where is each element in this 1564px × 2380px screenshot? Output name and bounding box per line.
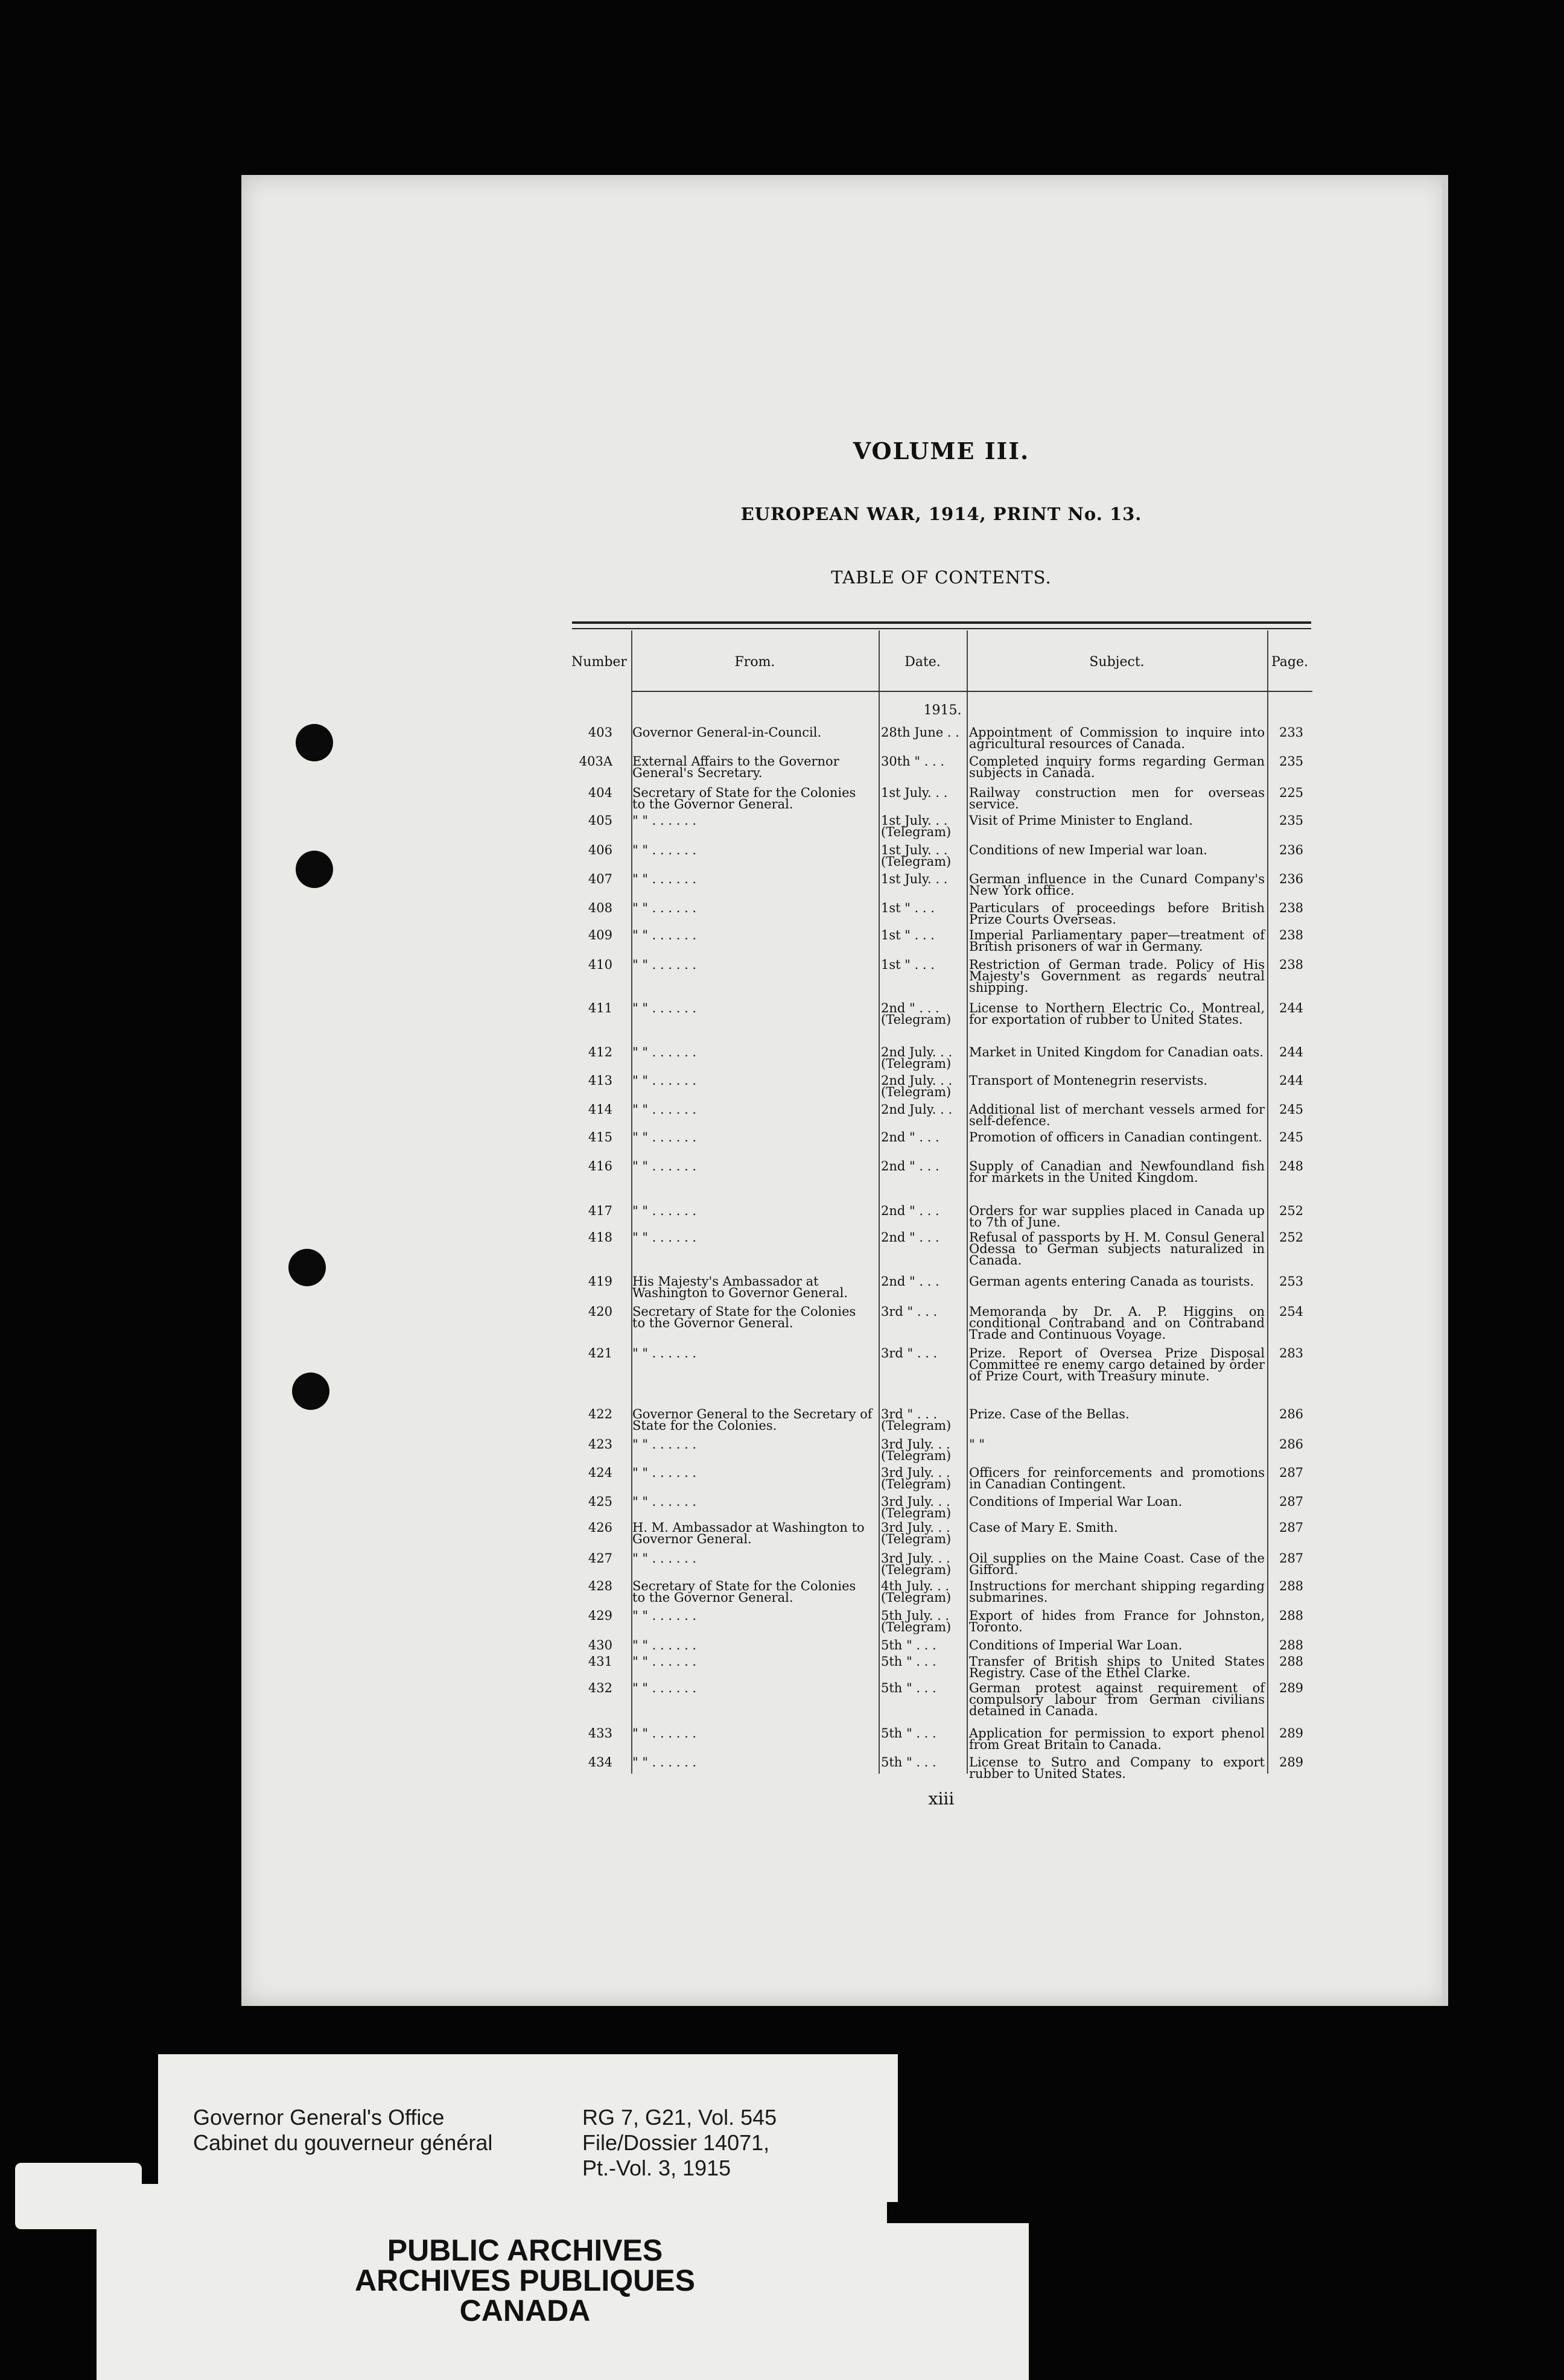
row-subject: " "	[969, 1437, 985, 1452]
row-number: 415	[588, 1130, 612, 1144]
row-page: 236	[1279, 872, 1304, 886]
row-subject: Instructions for merchant shipping regarding submarines.	[969, 1579, 1265, 1605]
row-page: 287	[1279, 1465, 1304, 1480]
row-subject: Market in United Kingdom for Canadian oats.	[969, 1045, 1264, 1059]
row-subject: Railway construction men for overseas service.	[969, 785, 1265, 811]
row-page: 252	[1279, 1204, 1304, 1218]
row-from: " " . . . . . .	[632, 1230, 697, 1245]
row-number: 406	[588, 843, 612, 857]
row-date: 5th " . . .	[881, 1755, 936, 1769]
row-subject: Additional list of merchant vessels armed for self-defence.	[969, 1102, 1265, 1128]
print-title: EUROPEAN WAR, 1914, PRINT No. 13.	[740, 504, 1142, 524]
row-number: 418	[588, 1230, 612, 1245]
row-from: " " . . . . . .	[632, 957, 697, 972]
archive-line-country: CANADA	[459, 2294, 591, 2328]
row-subject: Conditions of Imperial War Loan.	[969, 1494, 1183, 1509]
row-subject: Export of hides from France for Johnston, Toronto.	[969, 1608, 1265, 1634]
row-page: 235	[1279, 813, 1304, 828]
row-page: 236	[1279, 843, 1304, 857]
row-page: 288	[1279, 1638, 1304, 1652]
row-date: 3rd July. . . (Telegram)	[881, 1465, 952, 1491]
row-number: 403	[588, 725, 612, 740]
row-date: 3rd July. . . (Telegram)	[881, 1551, 952, 1577]
row-number: 429	[588, 1608, 612, 1623]
row-page: 286	[1279, 1407, 1304, 1421]
row-page: 225	[1279, 785, 1304, 800]
row-number: 417	[588, 1204, 612, 1218]
row-from: " " . . . . . .	[632, 1204, 697, 1218]
row-from: " " . . . . . .	[632, 901, 697, 915]
row-page: 286	[1279, 1437, 1304, 1452]
row-subject: Memoranda by Dr. A. P. Higgins on conditional Contraband and on Contraband Trade and Continuous Voyage.	[969, 1304, 1265, 1342]
row-number: 421	[588, 1346, 612, 1360]
row-from: " " . . . . . .	[632, 1551, 697, 1566]
row-subject: Promotion of officers in Canadian contingent.	[969, 1130, 1262, 1144]
row-date: 2nd " . . .	[881, 1230, 939, 1245]
row-date: 1st July. . .	[881, 785, 948, 800]
row-page: 253	[1279, 1274, 1304, 1289]
row-subject: Prize. Case of the Bellas.	[969, 1407, 1130, 1421]
row-number: 413	[588, 1073, 612, 1088]
row-number: 425	[588, 1494, 612, 1509]
row-number: 414	[588, 1102, 612, 1117]
row-subject: License to Sutro and Company to export rubber to United States.	[969, 1755, 1265, 1781]
toc-title: TABLE OF CONTENTS.	[831, 567, 1052, 588]
row-date: 2nd July. . . (Telegram)	[881, 1073, 953, 1099]
table-top-rule	[572, 621, 1311, 624]
row-page: 238	[1279, 957, 1304, 972]
row-subject: Prize. Report of Oversea Prize Disposal Committee re enemy cargo detained by order of Prize Court, with Treasury minute.	[969, 1346, 1265, 1383]
row-subject: Visit of Prime Minister to England.	[969, 813, 1193, 828]
row-from: " " . . . . . .	[632, 1465, 697, 1480]
row-from: Governor General to the Secretary of State for the Colonies.	[632, 1407, 873, 1433]
header-rule	[1267, 691, 1312, 692]
row-page: 289	[1279, 1681, 1304, 1695]
row-subject: Case of Mary E. Smith.	[969, 1520, 1118, 1535]
row-date: 5th " . . .	[881, 1726, 936, 1741]
row-number: 420	[588, 1304, 612, 1319]
row-from: " " . . . . . .	[632, 1346, 697, 1360]
row-page: 288	[1279, 1579, 1304, 1593]
row-number: 422	[588, 1407, 612, 1421]
row-number: 403A	[579, 754, 612, 769]
row-date: 1st July. . . (Telegram)	[881, 813, 952, 839]
row-subject: German agents entering Canada as tourists.	[969, 1274, 1254, 1289]
row-page: 238	[1279, 928, 1304, 942]
year-label: 1915.	[923, 703, 962, 718]
row-date: 3rd " . . .	[881, 1304, 938, 1319]
row-from: " " . . . . . .	[632, 843, 697, 857]
row-from: " " . . . . . .	[632, 1102, 697, 1117]
row-subject: Imperial Parliamentary paper—treatment of British prisoners of war in Germany.	[969, 928, 1265, 954]
row-from: " " . . . . . .	[632, 1726, 697, 1741]
row-date: 1st " . . .	[881, 928, 935, 942]
row-from: " " . . . . . .	[632, 1073, 697, 1088]
row-date: 4th July. . . (Telegram)	[881, 1579, 952, 1605]
row-subject: German influence in the Cunard Company's New York office.	[969, 872, 1265, 898]
row-subject: Transport of Montenegrin reservists.	[969, 1073, 1208, 1088]
row-date: 3rd July. . . (Telegram)	[881, 1494, 952, 1520]
row-number: 423	[588, 1437, 612, 1452]
row-page: 252	[1279, 1230, 1304, 1245]
row-subject: German protest against requirement of compulsory labour from German civilians detained in Canada.	[969, 1681, 1265, 1718]
row-from: " " . . . . . .	[632, 1638, 697, 1652]
row-from: Secretary of State for the Colonies to the Governor General.	[632, 1579, 856, 1605]
row-from: H. M. Ambassador at Washington to Governor General.	[632, 1520, 865, 1546]
row-number: 430	[588, 1638, 612, 1652]
punch-hole	[292, 1372, 329, 1410]
row-page: 287	[1279, 1494, 1304, 1509]
row-page: 254	[1279, 1304, 1304, 1319]
row-number: 410	[588, 957, 612, 972]
row-subject: Orders for war supplies placed in Canada up to 7th of June.	[969, 1204, 1265, 1230]
row-from: " " . . . . . .	[632, 1494, 697, 1509]
row-from: Governor General-in-Council.	[632, 725, 822, 740]
row-page: 248	[1279, 1159, 1304, 1173]
row-number: 434	[588, 1755, 612, 1769]
header-number: Number	[571, 655, 627, 670]
row-from: His Majesty's Ambassador at Washington to Governor General.	[632, 1274, 848, 1300]
row-date: 2nd July. . .	[881, 1102, 953, 1117]
punch-hole	[288, 1249, 326, 1286]
row-date: 2nd " . . . (Telegram)	[881, 1001, 952, 1027]
row-from: " " . . . . . .	[632, 1681, 697, 1695]
row-page: 287	[1279, 1551, 1304, 1566]
row-page: 238	[1279, 901, 1304, 915]
row-date: 3rd July. . . (Telegram)	[881, 1520, 952, 1546]
row-subject: Application for permission to export phenol from Great Britain to Canada.	[969, 1726, 1265, 1752]
header-from: From.	[734, 655, 775, 670]
row-number: 412	[588, 1045, 612, 1059]
row-date: 30th " . . .	[881, 754, 945, 769]
row-subject: Transfer of British ships to United States Registry. Case of the Ethel Clarke.	[969, 1654, 1265, 1680]
row-subject: Refusal of passports by H. M. Consul General Odessa to German subjects naturalized in Canada.	[969, 1230, 1265, 1268]
row-number: 426	[588, 1520, 612, 1535]
row-page: 288	[1279, 1654, 1304, 1669]
header-rule	[967, 691, 1267, 692]
row-date: 3rd July. . . (Telegram)	[881, 1437, 952, 1463]
row-page: 245	[1279, 1130, 1304, 1144]
row-date: 1st " . . .	[881, 901, 935, 915]
row-date: 1st July. . . (Telegram)	[881, 843, 952, 869]
reference-line-1: RG 7, G21, Vol. 545	[582, 2105, 777, 2130]
row-page: 289	[1279, 1755, 1304, 1769]
row-number: 404	[588, 785, 612, 800]
card-tab	[121, 2184, 887, 2229]
row-from: " " . . . . . .	[632, 1608, 697, 1623]
header-date: Date.	[904, 655, 941, 670]
row-from: " " . . . . . .	[632, 1654, 697, 1669]
row-from: Secretary of State for the Colonies to the Governor General.	[632, 1304, 856, 1330]
punch-hole	[296, 724, 333, 761]
row-from: " " . . . . . .	[632, 1755, 697, 1769]
row-page: 287	[1279, 1520, 1304, 1535]
row-number: 428	[588, 1579, 612, 1593]
row-page: 233	[1279, 725, 1304, 740]
row-number: 408	[588, 901, 612, 915]
row-date: 2nd " . . .	[881, 1274, 939, 1289]
row-from: " " . . . . . .	[632, 1045, 697, 1059]
row-from: " " . . . . . .	[632, 1130, 697, 1144]
row-number: 405	[588, 813, 612, 828]
row-number: 432	[588, 1681, 612, 1695]
row-number: 431	[588, 1654, 612, 1669]
header-rule	[631, 691, 879, 692]
column-divider	[1267, 630, 1268, 1774]
row-subject: Supply of Canadian and Newfoundland fish for markets in the United Kingdom.	[969, 1159, 1265, 1185]
row-date: 2nd July. . . (Telegram)	[881, 1045, 953, 1071]
reference-line-3: Pt.-Vol. 3, 1915	[582, 2156, 731, 2180]
row-subject: Completed inquiry forms regarding German subjects in Canada.	[969, 754, 1265, 780]
table-top-rule	[572, 628, 1311, 629]
row-page: 283	[1279, 1346, 1304, 1360]
reference-line-2: File/Dossier 14071,	[582, 2130, 770, 2155]
header-subject: Subject.	[1089, 655, 1145, 670]
header-page: Page.	[1271, 655, 1309, 670]
row-page: 244	[1279, 1001, 1304, 1015]
punch-hole	[296, 851, 333, 888]
row-from: " " . . . . . .	[632, 1437, 697, 1452]
row-page: 289	[1279, 1726, 1304, 1741]
row-page: 245	[1279, 1102, 1304, 1117]
row-from: " " . . . . . .	[632, 928, 697, 942]
row-subject: Restriction of German trade. Policy of His Majesty's Government as regards neutral shipping.	[969, 957, 1265, 995]
row-subject: Conditions of new Imperial war loan.	[969, 843, 1207, 857]
row-subject: Officers for reinforcements and promotions in Canadian Contingent.	[969, 1465, 1265, 1491]
row-number: 433	[588, 1726, 612, 1741]
row-subject: Conditions of Imperial War Loan.	[969, 1638, 1183, 1652]
row-subject: Appointment of Commission to inquire into agricultural resources of Canada.	[969, 725, 1265, 751]
row-date: 5th " . . .	[881, 1638, 936, 1652]
row-number: 427	[588, 1551, 612, 1566]
row-date: 1st July. . .	[881, 872, 948, 886]
row-from: " " . . . . . .	[632, 1001, 697, 1015]
row-number: 416	[588, 1159, 612, 1173]
row-from: Secretary of State for the Colonies to the Governor General.	[632, 785, 856, 811]
column-divider	[879, 630, 880, 1774]
page-edge	[1442, 181, 1448, 2003]
row-date: 2nd " . . .	[881, 1159, 939, 1173]
archive-line-french: ARCHIVES PUBLIQUES	[355, 2264, 695, 2297]
row-from: " " . . . . . .	[632, 1159, 697, 1173]
row-number: 411	[588, 1001, 612, 1015]
row-subject: Oil supplies on the Maine Coast. Case of the Gifford.	[969, 1551, 1265, 1577]
row-date: 1st " . . .	[881, 957, 935, 972]
row-date: 2nd " . . .	[881, 1130, 939, 1144]
row-from: External Affairs to the Governor General's Secretary.	[632, 754, 839, 780]
office-english: Governor General's Office	[193, 2105, 445, 2130]
header-rule	[879, 691, 967, 692]
archive-line-english: PUBLIC ARCHIVES	[387, 2233, 663, 2267]
row-date: 2nd " . . .	[881, 1204, 939, 1218]
row-subject: Particulars of proceedings before British Prize Courts Overseas.	[969, 901, 1265, 927]
office-french: Cabinet du gouverneur général	[193, 2130, 493, 2155]
row-date: 5th July. . . (Telegram)	[881, 1608, 952, 1634]
row-number: 424	[588, 1465, 612, 1480]
row-number: 419	[588, 1274, 612, 1289]
archive-stamp	[278, 2235, 772, 2326]
row-date: 5th " . . .	[881, 1681, 936, 1695]
row-date: 3rd " . . .	[881, 1346, 938, 1360]
row-page: 288	[1279, 1608, 1304, 1623]
row-page: 244	[1279, 1073, 1304, 1088]
row-page: 244	[1279, 1045, 1304, 1059]
row-date: 28th June . .	[881, 725, 959, 740]
row-number: 407	[588, 872, 612, 886]
row-date: 5th " . . .	[881, 1654, 936, 1669]
row-subject: License to Northern Electric Co., Montreal, for exportation of rubber to United States.	[969, 1001, 1265, 1027]
row-page: 235	[1279, 754, 1304, 769]
row-from: " " . . . . . .	[632, 872, 697, 886]
page-folio: xiii	[928, 1789, 955, 1809]
row-from: " " . . . . . .	[632, 813, 697, 828]
row-number: 409	[588, 928, 612, 942]
row-date: 3rd " . . . (Telegram)	[881, 1407, 952, 1433]
volume-title: VOLUME III.	[853, 437, 1030, 465]
